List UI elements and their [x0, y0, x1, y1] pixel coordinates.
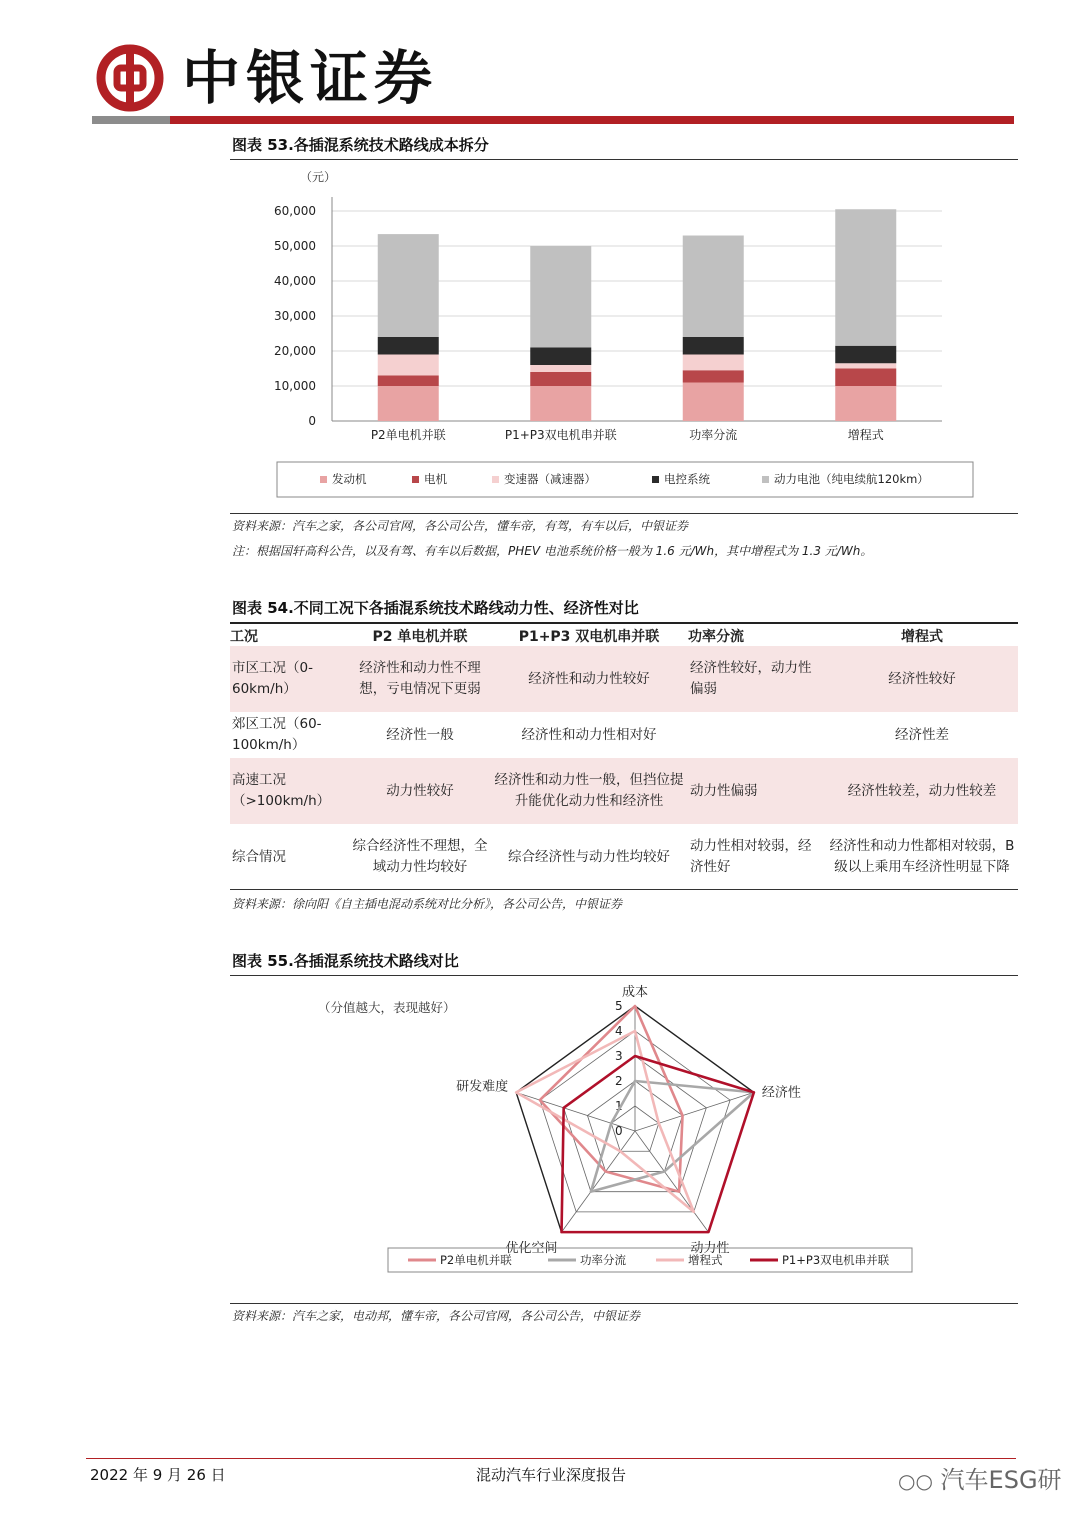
bar-segment	[378, 337, 439, 355]
footer-title: 混动汽车行业深度报告	[476, 1466, 627, 1484]
legend-label: 发动机	[332, 472, 367, 486]
x-tick-label: P2单电机并联	[370, 428, 446, 442]
table-cell: 经济性和动力性一般，但挡位提升能优化动力性和经济性	[490, 758, 688, 824]
fig53-bottom-rule	[230, 513, 1018, 514]
bar-segment	[378, 386, 439, 421]
table-cell: 综合情况	[232, 848, 286, 865]
bar-segment	[683, 370, 744, 382]
table-cell: 综合经济性与动力性均较好	[508, 848, 670, 865]
table-cell: 高速工况（>100km/h）	[230, 758, 350, 824]
legend-swatch	[652, 476, 659, 483]
table-cell: 郊区工况（60-100km/h）	[232, 716, 322, 753]
legend-label: 增程式	[688, 1253, 723, 1267]
legend-swatch	[492, 476, 499, 483]
bar-segment	[378, 355, 439, 376]
brand-name: 中银证券	[182, 44, 439, 112]
table-header: P1+P3 双电机串并联	[518, 629, 660, 645]
legend-label: 变速器（减速器）	[504, 472, 596, 486]
footer-rule	[86, 1458, 1016, 1459]
table-cell: 动力性较好	[350, 758, 490, 824]
table-cell: 市区工况（0-60km/h）	[230, 646, 350, 712]
legend-label: P2单电机并联	[440, 1253, 512, 1267]
table-cell: 经济性一般	[386, 726, 454, 743]
radar-axis-label: 动力性	[690, 1241, 730, 1257]
table-cell: 经济性差	[895, 726, 949, 743]
legend-label: P1+P3双电机串并联	[782, 1253, 890, 1267]
table-header: 增程式	[901, 629, 943, 645]
radar-axis-label: 研发难度	[456, 1079, 509, 1095]
table-header: 工况	[230, 629, 258, 645]
footer-watermark	[898, 1460, 1062, 1495]
radar-tick-label: 5	[615, 999, 623, 1013]
table-header: P2 单电机并联	[372, 629, 468, 645]
table-cell: 经济性较好	[826, 646, 1018, 712]
fig54-top-rule	[230, 622, 1018, 624]
radar-axis-label: 优化空间	[505, 1241, 558, 1257]
table-cell: 动力性相对较弱，经济性好	[690, 838, 812, 875]
bar-segment	[530, 386, 591, 421]
legend-swatch	[320, 476, 327, 483]
bar-segment	[683, 236, 744, 338]
table-cell: 经济性较好，动力性偏弱	[688, 646, 826, 712]
legend-swatch	[762, 476, 769, 483]
fig54-source: 资料来源：徐向阳《自主插电混动系统对比分析》，各公司公告，中银证券	[232, 897, 623, 911]
bar-segment	[378, 234, 439, 337]
legend-label: 电机	[424, 472, 447, 486]
fig53-source: 资料来源：汽车之家，各公司官网，各公司公告，懂车帝，有驾，有车以后，中银证券	[232, 519, 689, 533]
y-unit-label: （元）	[300, 170, 337, 184]
radar-tick-label: 1	[615, 1099, 623, 1113]
bar-segment	[530, 348, 591, 366]
table-cell: 经济性和动力性相对好	[521, 726, 657, 743]
bar-segment	[835, 346, 896, 364]
y-tick-label: 20,000	[274, 344, 316, 358]
table-cell	[688, 712, 826, 758]
bank-logo	[96, 44, 164, 112]
radar-tick-label: 0	[615, 1124, 623, 1138]
bar-segment	[530, 246, 591, 348]
bar-segment	[683, 383, 744, 422]
x-tick-label: 增程式	[847, 428, 884, 442]
radar-tick-label: 2	[615, 1074, 623, 1088]
table-cell: 经济性较差，动力性较差	[826, 758, 1018, 824]
technology-radar-chart	[230, 978, 1020, 1298]
y-tick-label: 30,000	[274, 309, 316, 323]
table-cell: 综合经济性不理想，全域动力性均较好	[352, 838, 488, 875]
fig53-note: 注：根据国轩高科公告，以及有驾、有车以后数据，PHEV 电池系统价格一般为 1.6 元/Wh，其中增程式为 1.3 元/Wh。	[232, 544, 873, 558]
table-cell: 经济性和动力性都相对较弱，B 级以上乘用车经济性明显下降	[829, 838, 1015, 875]
header-bar-red	[170, 116, 1014, 124]
radar-axis-label: 成本	[621, 985, 649, 1000]
watermark-text: 汽车ESG研	[940, 1466, 1062, 1494]
bar-segment	[835, 369, 896, 387]
cost-breakdown-chart	[230, 162, 1020, 512]
bar-segment	[530, 372, 591, 386]
bar-segment	[835, 363, 896, 368]
fig53-title: 图表 53.各插混系统技术路线成本拆分	[232, 136, 489, 154]
table-row	[230, 712, 1018, 758]
y-tick-label: 60,000	[274, 204, 316, 218]
header-bar-gray	[92, 116, 170, 124]
bar-segment	[378, 376, 439, 387]
y-tick-label: 40,000	[274, 274, 316, 288]
table-cell: 经济性和动力性不理想，亏电情况下更弱	[350, 646, 490, 712]
fig53-top-rule	[230, 159, 1018, 160]
radar-note: （分值越大，表现越好）	[318, 1000, 456, 1015]
table-row	[230, 758, 1018, 824]
bar-segment	[683, 355, 744, 371]
fig55-title: 图表 55.各插混系统技术路线对比	[232, 952, 459, 970]
table-cell: 动力性偏弱	[688, 758, 826, 824]
bar-segment	[835, 386, 896, 421]
table-header: 功率分流	[688, 629, 744, 645]
table-header-row	[230, 626, 1018, 646]
footer-date: 2022 年 9 月 26 日	[90, 1466, 226, 1484]
fig55-source: 资料来源：汽车之家，电动邦，懂车帝，各公司官网，各公司公告，中银证券	[232, 1309, 641, 1323]
fig55-top-rule	[230, 975, 1018, 976]
table-row	[230, 824, 1018, 890]
radar-tick-label: 4	[615, 1024, 623, 1038]
y-tick-label: 10,000	[274, 379, 316, 393]
bar-segment	[530, 365, 591, 372]
comparison-table	[230, 626, 1018, 890]
wechat-icon: ○○	[898, 1469, 933, 1493]
table-cell: 经济性和动力性较好	[490, 646, 688, 712]
legend-label: 电控系统	[664, 472, 710, 486]
radar-axis-label: 经济性	[761, 1085, 801, 1101]
y-tick-label: 0	[308, 414, 316, 428]
bar-segment	[683, 337, 744, 355]
table-row	[230, 646, 1018, 712]
x-tick-label: P1+P3双电机串并联	[504, 428, 617, 442]
fig54-title: 图表 54.不同工况下各插混系统技术路线动力性、经济性对比	[232, 599, 639, 617]
legend-label: 动力电池（纯电续航120km）	[774, 472, 929, 486]
legend-swatch	[412, 476, 419, 483]
fig54-bottom-rule	[230, 889, 1018, 890]
bar-segment	[835, 209, 896, 346]
y-tick-label: 50,000	[274, 239, 316, 253]
radar-tick-label: 3	[615, 1049, 623, 1063]
fig55-bottom-rule	[230, 1303, 1018, 1304]
legend-label: 功率分流	[580, 1253, 626, 1267]
x-tick-label: 功率分流	[689, 428, 738, 442]
